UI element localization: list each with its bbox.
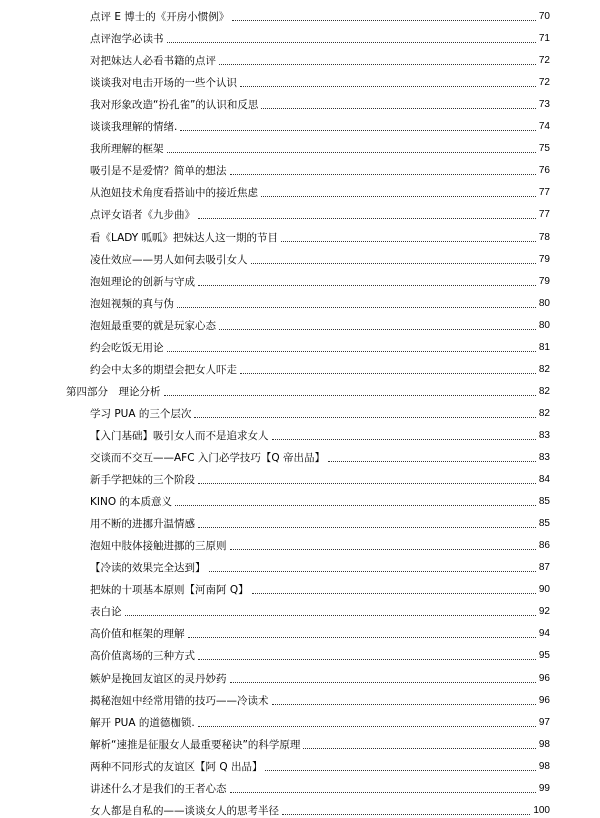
toc-entry[interactable]: [90, 4, 550, 24]
toc-entry-title: 揭秘泡妞中经常用错的技巧——冷读术: [90, 694, 269, 707]
toc-entry-title: 我所理解的框架: [90, 143, 164, 156]
toc-entry-title: 约会中太多的期望会把女人吓走: [90, 363, 237, 376]
toc-entry[interactable]: [90, 291, 550, 311]
toc-entry-title: 点评 E 博士的《开房小惯例》: [90, 11, 230, 23]
toc-page-number: 80: [538, 319, 550, 331]
toc-entry-title: KINO 的本质意义: [90, 496, 172, 509]
toc-page-number: 84: [538, 474, 550, 486]
toc-entry-title: 解开 PUA 的道德枷锁.: [90, 716, 195, 729]
toc-page-number: 77: [538, 187, 550, 199]
toc-entry-title: 泡妞理论的创新与守成: [90, 275, 195, 288]
toc-section-heading[interactable]: [66, 379, 550, 399]
toc-entry[interactable]: [90, 533, 550, 553]
dot-leader: [230, 173, 536, 175]
toc-page-number: 81: [538, 341, 550, 353]
toc-entry-title: 第四部分 理论分析: [66, 385, 161, 398]
toc-page-number: 79: [538, 253, 550, 265]
toc-entry[interactable]: [90, 423, 550, 443]
toc-page-number: 85: [538, 518, 550, 530]
toc-entry[interactable]: [90, 158, 550, 178]
dot-leader: [261, 195, 536, 197]
dot-leader: [240, 85, 536, 87]
dot-leader: [230, 791, 536, 793]
toc-entry-title: 【冷读的效果完全达到】: [90, 562, 206, 575]
toc-entry-title: 谈谈我对电击开场的一些个认识: [90, 77, 237, 90]
toc-entry[interactable]: [90, 643, 550, 663]
toc-entry[interactable]: [90, 26, 550, 46]
toc-entry[interactable]: [90, 180, 550, 200]
toc-entry-title: 我对形象改造“扮孔雀”的认识和反思: [90, 99, 259, 112]
dot-leader: [232, 19, 536, 21]
toc-page-number: 72: [538, 55, 550, 67]
toc-entry[interactable]: [90, 114, 550, 134]
toc-entry[interactable]: [90, 555, 550, 575]
dot-leader: [198, 725, 536, 727]
toc-entry[interactable]: [90, 467, 550, 487]
dot-leader: [328, 460, 536, 462]
toc-page-number: 70: [538, 11, 550, 22]
toc-entry-title: 表白论: [90, 606, 122, 619]
toc-entry[interactable]: [90, 136, 550, 156]
toc-entry[interactable]: [90, 225, 550, 245]
toc-entry-title: 吸引是不是爱情？简单的想法: [90, 165, 227, 178]
toc-entry[interactable]: [90, 401, 550, 421]
dot-leader: [230, 681, 536, 683]
toc-page-number: 77: [538, 209, 550, 221]
toc-entry-title: 凌仕效应——男人如何去吸引女人: [90, 253, 248, 266]
toc-page-number: 90: [538, 584, 550, 596]
dot-leader: [188, 636, 536, 638]
toc-entry[interactable]: [90, 357, 550, 377]
toc-entry[interactable]: [90, 313, 550, 333]
dot-leader: [198, 217, 536, 219]
toc-entry[interactable]: [90, 621, 550, 641]
dot-leader: [272, 703, 536, 705]
toc-entry-title: 约会吃饭无用论: [90, 341, 164, 354]
dot-leader: [251, 262, 536, 264]
toc-page-number: 71: [538, 33, 550, 45]
dot-leader: [303, 747, 535, 749]
dot-leader: [261, 107, 535, 109]
toc-page-number: 79: [538, 275, 550, 287]
toc-page-number: 92: [538, 606, 550, 618]
toc-page-number: 85: [538, 496, 550, 508]
toc-entry-title: 对把妹达人必看书籍的点评: [90, 55, 216, 68]
dot-leader: [272, 438, 536, 440]
dot-leader: [167, 151, 536, 153]
dot-leader: [167, 350, 536, 352]
dot-leader: [240, 372, 536, 374]
toc-entry-title: 从泡妞技术角度看搭讪中的接近焦虑: [90, 187, 258, 200]
toc-entry-title: 泡妞最重要的就是玩家心态: [90, 319, 216, 332]
toc-page-number: 80: [538, 297, 550, 309]
toc-entry[interactable]: [90, 511, 550, 531]
toc-entry[interactable]: [90, 577, 550, 597]
dot-leader: [125, 614, 536, 616]
dot-leader: [177, 306, 536, 308]
toc-page-number: 74: [538, 121, 550, 133]
toc-entry-title: 高价值和框架的理解: [90, 628, 185, 641]
toc-page-number: 82: [538, 407, 550, 419]
toc-entry-title: 新手学把妹的三个阶段: [90, 474, 195, 487]
toc-entry[interactable]: [90, 776, 550, 796]
toc-entry[interactable]: [90, 710, 550, 730]
toc-page-number: 96: [538, 672, 550, 684]
toc-entry[interactable]: [90, 48, 550, 68]
dot-leader: [175, 504, 536, 506]
toc-page-number: 97: [538, 716, 550, 728]
toc-page-number: 98: [538, 738, 550, 750]
toc-page-number: 72: [538, 77, 550, 89]
toc-entry[interactable]: [90, 732, 550, 752]
toc-entry-title: 泡妞中肢体接触进挪的三原则: [90, 540, 227, 553]
toc-entry-title: 嫉妒是挽回友谊区的灵丹妙药: [90, 672, 227, 685]
toc-entry-title: 解析“速推是征服女人最重要秘诀”的科学原理: [90, 738, 301, 751]
toc-page-number: 86: [538, 540, 550, 552]
toc-entry[interactable]: [90, 247, 550, 267]
toc-entry[interactable]: [90, 798, 550, 818]
toc-page-number: 78: [538, 231, 550, 243]
toc-entry[interactable]: [90, 666, 550, 686]
dot-leader: [198, 658, 536, 660]
dot-leader: [265, 769, 535, 771]
toc-entry[interactable]: [90, 335, 550, 355]
dot-leader: [230, 548, 536, 550]
toc-entry[interactable]: [90, 269, 550, 289]
toc-entry-title: 高价值离场的三种方式: [90, 650, 195, 663]
toc-page-number: 100: [533, 804, 550, 816]
toc-entry-title: 看《LADY 呱呱》把妹达人这一期的节目: [90, 231, 279, 244]
toc-page-number: 76: [538, 165, 550, 177]
toc-entry[interactable]: [90, 445, 550, 465]
toc-page-number: 82: [538, 385, 550, 397]
toc-page-number: 73: [538, 99, 550, 111]
toc-entry-title: 点评泡学必读书: [90, 33, 164, 46]
dot-leader: [164, 394, 536, 396]
toc-entry-title: 学习 PUA 的三个层次: [90, 407, 192, 420]
dot-leader: [198, 482, 536, 484]
toc-page-number: 75: [538, 143, 550, 155]
toc-entry[interactable]: [90, 202, 550, 222]
toc-page-number: 94: [538, 628, 550, 640]
toc-entry-title: 泡妞视频的真与伪: [90, 297, 174, 310]
dot-leader: [167, 41, 536, 43]
dot-leader: [252, 592, 536, 594]
toc-entry[interactable]: [90, 92, 550, 112]
toc-entry-title: 【入门基础】吸引女人而不是追求女人: [90, 429, 269, 442]
dot-leader: [198, 526, 536, 528]
toc-entry[interactable]: [90, 688, 550, 708]
toc-entry[interactable]: [90, 70, 550, 90]
toc-page-number: 82: [538, 363, 550, 375]
toc-entry[interactable]: [90, 754, 550, 774]
toc-entry-title: 交谈而不交互——AFC 入门必学技巧【Q 帝出品】: [90, 452, 325, 464]
toc-page-number: 83: [538, 429, 550, 441]
toc-page-number: 87: [538, 562, 550, 574]
dot-leader: [198, 284, 536, 286]
dot-leader: [180, 129, 536, 131]
dot-leader: [219, 328, 536, 330]
toc-page-number: 99: [538, 782, 550, 794]
toc-entry-title: 点评女语者《九步曲》: [90, 209, 195, 222]
toc-page-number: 96: [538, 694, 550, 706]
dot-leader: [219, 63, 536, 65]
dot-leader: [194, 416, 536, 418]
dot-leader: [209, 570, 536, 572]
toc-entry-title: 谈谈我理解的情绪.: [90, 121, 178, 134]
toc-page-number: 83: [538, 452, 550, 463]
toc-page-number: 95: [538, 650, 550, 662]
toc-entry-title: 两种不同形式的友谊区【阿 Q 出品】: [90, 760, 263, 773]
toc-entry[interactable]: [90, 489, 550, 509]
toc-entry-title: 讲述什么才是我们的王者心态: [90, 782, 227, 795]
toc-entry-title: 女人都是自私的——谈谈女人的思考半径: [90, 804, 279, 817]
toc-entry-title: 用不断的进挪升温情感: [90, 518, 195, 531]
toc-entry[interactable]: [90, 599, 550, 619]
toc-page-number: 98: [538, 760, 550, 772]
dot-leader: [281, 240, 536, 242]
toc-entry-title: 把妹的十项基本原则【河南阿 Q】: [90, 584, 249, 597]
